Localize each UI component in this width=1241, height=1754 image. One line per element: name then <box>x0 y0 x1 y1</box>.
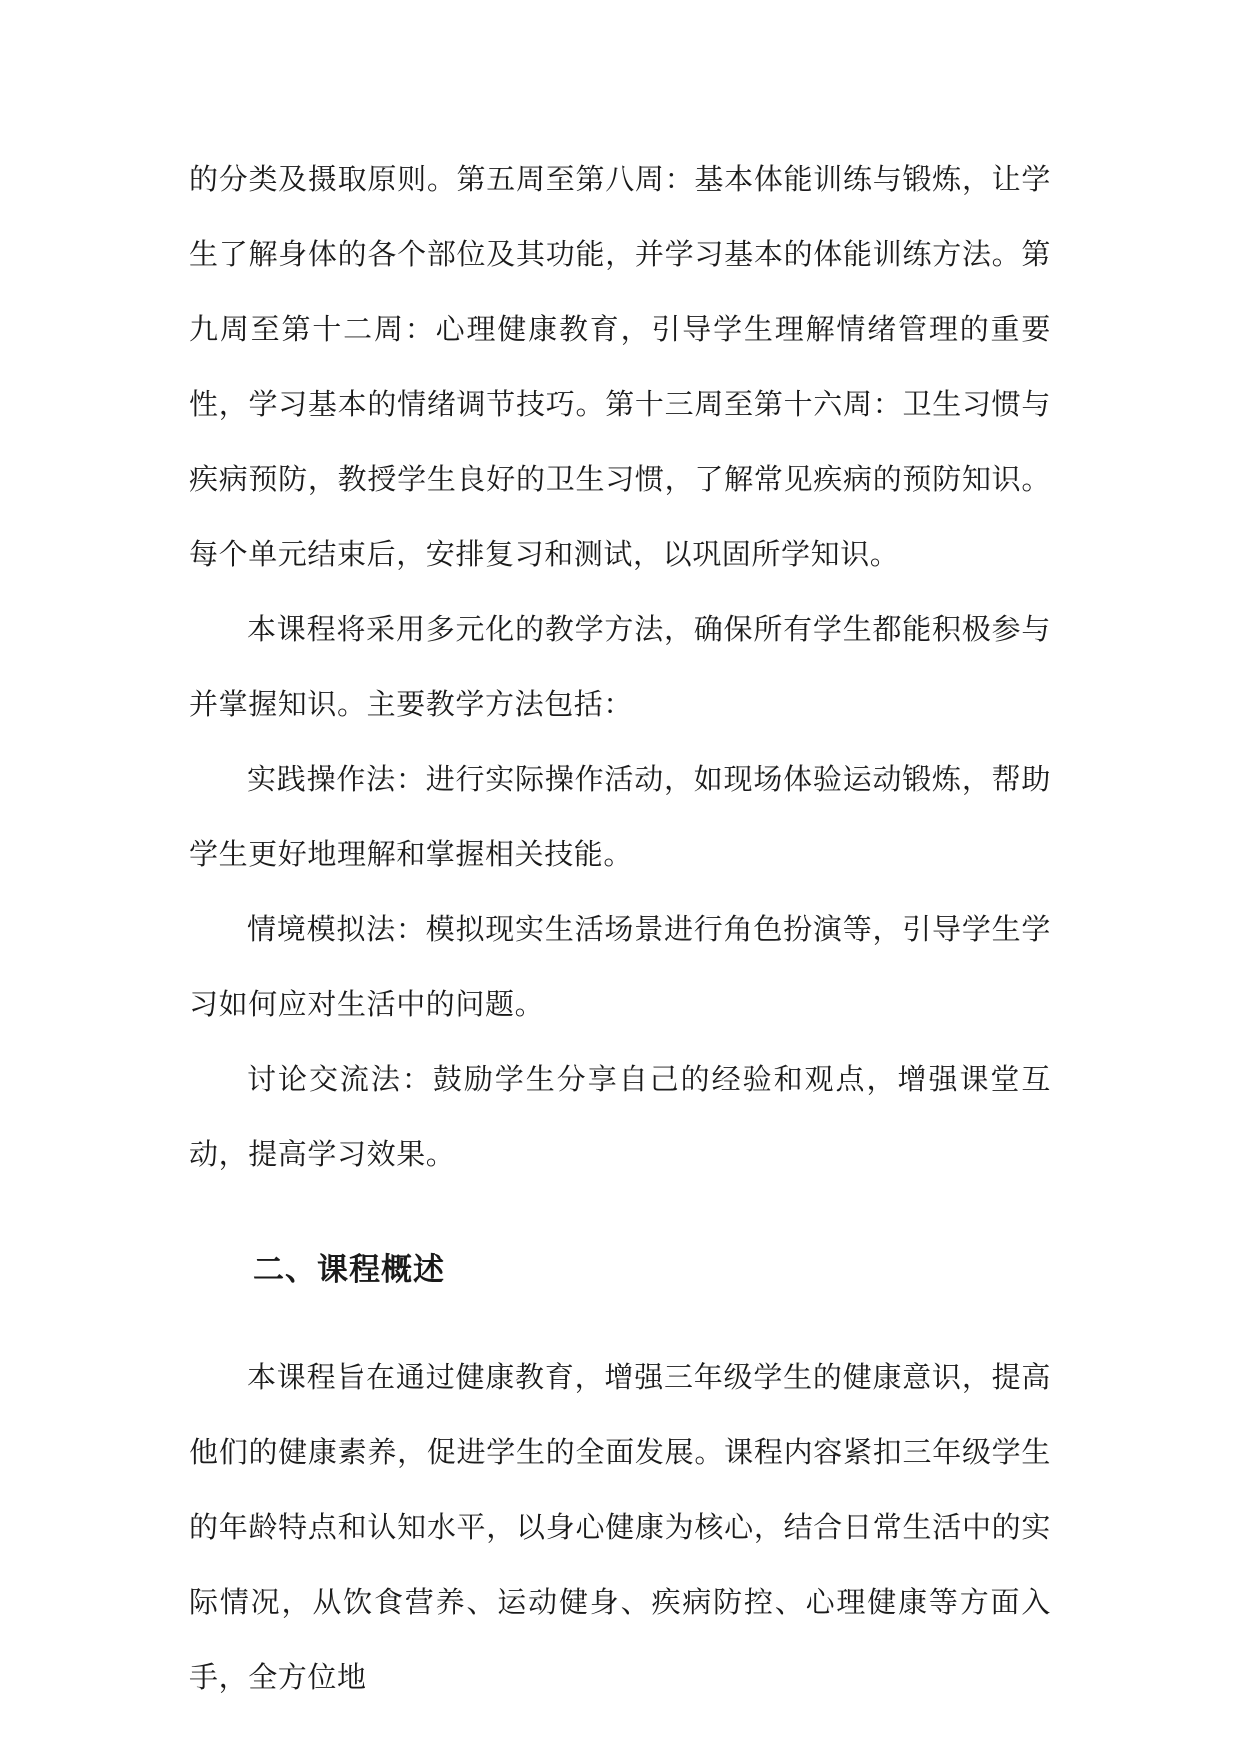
document-body <box>189 142 1051 1715</box>
paragraph-curriculum-schedule: 的分类及摄取原则。第五周至第八周：基本体能训练与锻炼，让学生了解身体的各个部位及其功能，并学习基本的体能训练方法。第九周至第十二周：心理健康教育，引导学生理解情绪管理的重要性，学习基本的情绪调节技巧。第十三周至第十六周：卫生习惯与疾病预防，教授学生良好的卫生习惯，了解常见疾病的预防知识。每个单元结束后，安排复习和测试，以巩固所学知识。 <box>189 162 1051 571</box>
paragraph-practice-method: 实践操作法：进行实际操作活动，如现场体验运动锻炼，帮助学生更好地理解和掌握相关技能。 <box>189 762 1051 871</box>
paragraph-course-overview: 本课程旨在通过健康教育，增强三年级学生的健康意识，提高他们的健康素养，促进学生的全面发展。课程内容紧扣三年级学生的年龄特点和认知水平，以身心健康为核心，结合日常生活中的实际情况，从饮食营养、运动健身、疾病防控、心理健康等方面入手，全方位地 <box>189 1360 1051 1694</box>
paragraph-teaching-methods-intro: 本课程将采用多元化的教学方法，确保所有学生都能积极参与并掌握知识。主要教学方法包括： <box>189 612 1051 721</box>
paragraph-discussion-method: 讨论交流法：鼓励学生分享自己的经验和观点，增强课堂互动，提高学习效果。 <box>189 1062 1051 1171</box>
section-heading-course-overview: 二、课程概述 <box>253 1252 445 1288</box>
paragraph-simulation-method: 情境模拟法：模拟现实生活场景进行角色扮演等，引导学生学习如何应对生活中的问题。 <box>189 912 1051 1021</box>
